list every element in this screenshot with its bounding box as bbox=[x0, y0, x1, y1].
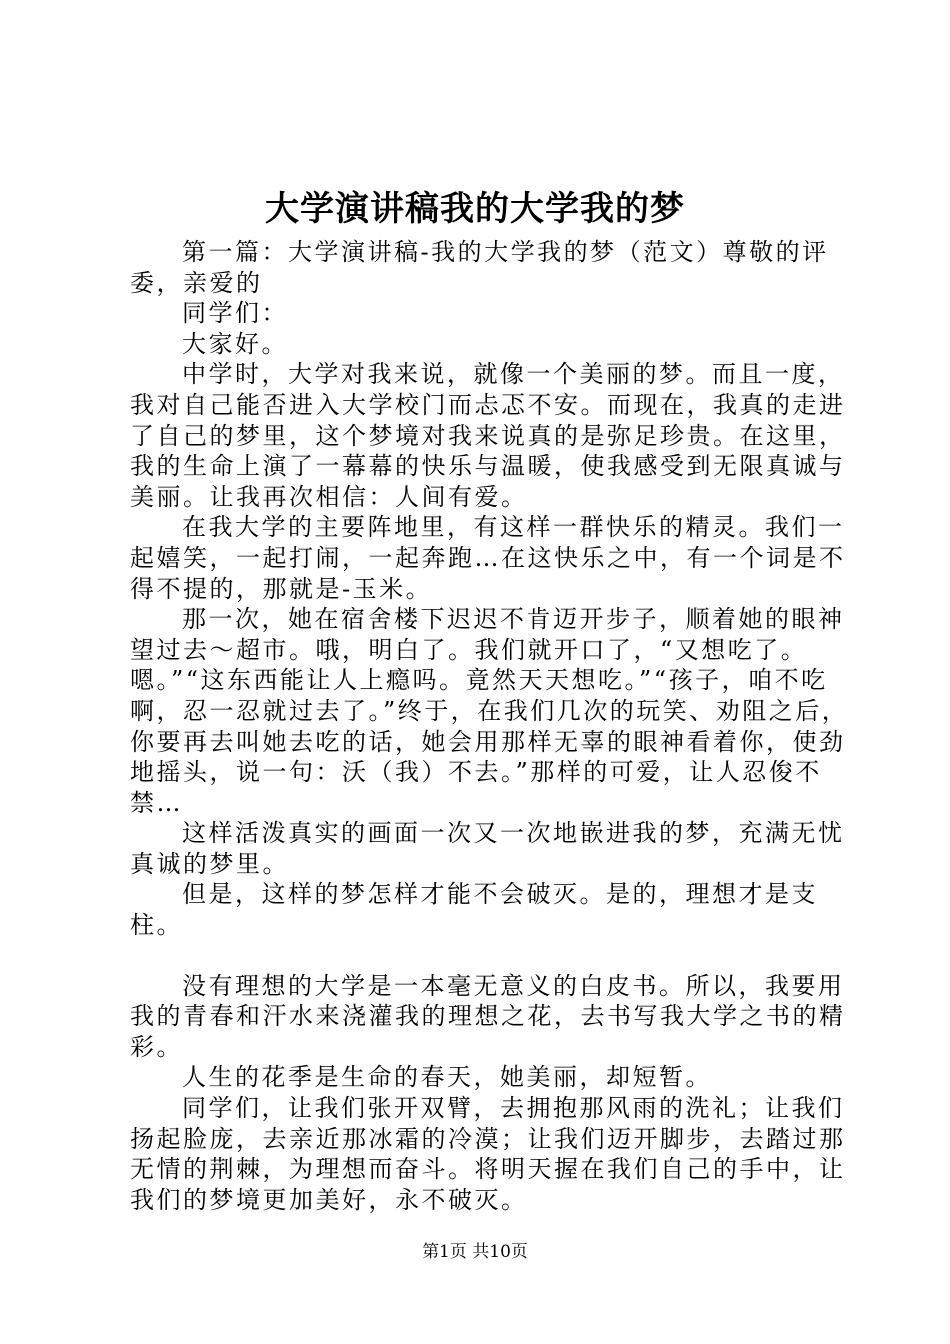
page-number-footer: 第1页 共10页 bbox=[422, 1242, 528, 1262]
paragraph: 那一次，她在宿舍楼下迟迟不肯迈开步子，顺着她的眼神望过去～超市。哦，明白了。我们就开口了，“又想吃了。嗯。”“这东西能让人上瘾吗。竟然天天想吃。”“孩子，咱不吃啊，忍一忍就过去了。”终于，在我们几次的玩笑、劝阻之后，你要再去叫她去吃的话，她会用那样无辜的眼神看着你，使劲地摇头，说一句：沃（我）不去。”那样的可爱，让人忍俊不禁… bbox=[130, 605, 849, 817]
paragraph: 第一篇：大学演讲稿-我的大学我的梦（范文）尊敬的评委，亲爱的 bbox=[130, 238, 829, 297]
paragraph: 在我大学的主要阵地里，有这样一群快乐的精灵。我们一起嬉笑，一起打闹，一起奔跑…在这快乐之中，有一个词是不得不提的，那就是-玉米。 bbox=[130, 513, 846, 603]
document-title: 大学演讲稿我的大学我的梦 bbox=[265, 189, 685, 229]
paragraph: 没有理想的大学是一本毫无意义的白皮书。所以，我要用我的青春和汗水来浇灌我的理想之花，去书写我大学之书的精彩。 bbox=[130, 971, 846, 1061]
paragraph: 中学时，大学对我来说，就像一个美丽的梦。而且一度，我对自己能否进入大学校门而忐忑不安。而现在，我真的走进了自己的梦里，这个梦境对我来说真的是弥足珍贵。在这里，我的生命上演了一幕幕的快乐与温暖，使我感受到无限真诚与美丽。让我再次相信：人间有爱。 bbox=[130, 360, 846, 511]
document-body bbox=[130, 237, 850, 1215]
paragraph: 但是，这样的梦怎样才能不会破灭。是的，理想才是支柱。 bbox=[130, 880, 818, 940]
paragraph: 人生的花季是生命的春天，她美丽，却短暂。 bbox=[182, 1063, 712, 1092]
paragraph: 大家好。 bbox=[182, 329, 288, 358]
paragraph: 同学们，让我们张开双臂，去拥抱那风雨的洗礼；让我们扬起脸庞，去亲近那冰霜的冷漠；让我们迈开脚步，去踏过那无情的荆棘，为理想而奋斗。将明天握在我们自己的手中，让我们的梦境更加美好，永不破灭。 bbox=[130, 1094, 846, 1214]
paragraph: 这样活泼真实的画面一次又一次地嵌进我的梦，充满无忧真诚的梦里。 bbox=[130, 819, 845, 878]
paragraph: 同学们： bbox=[182, 299, 288, 328]
